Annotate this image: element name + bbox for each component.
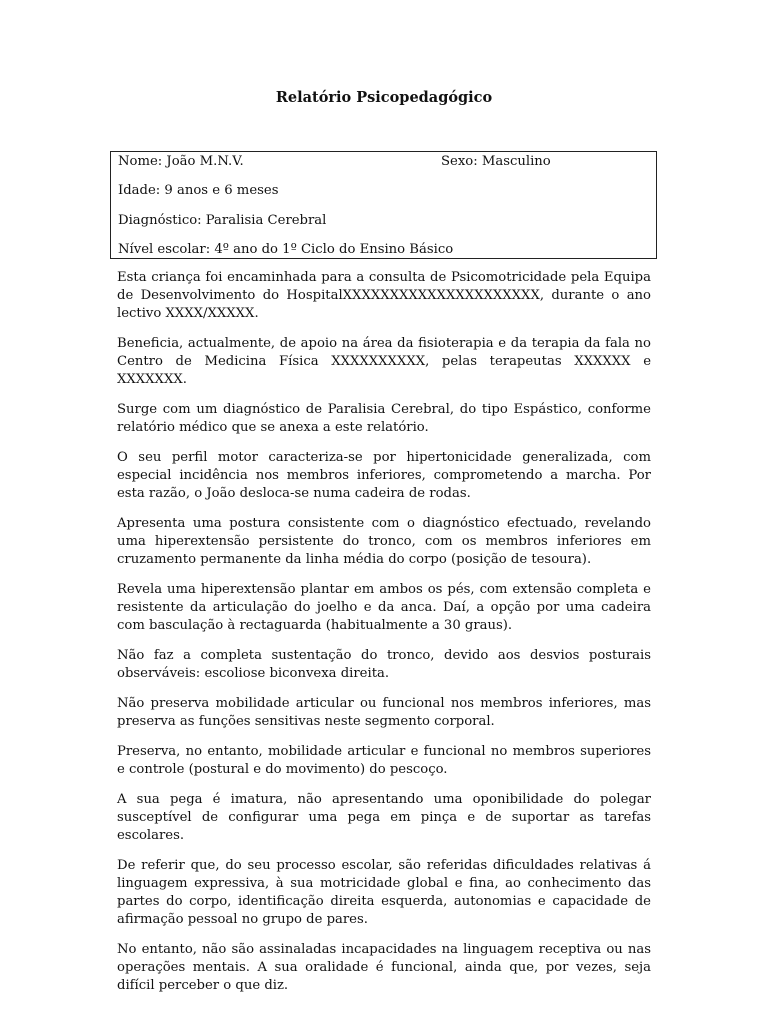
paragraph: Esta criança foi encaminhada para a consulta de Psicomotricidade pela Equipa de Desenvolvimento do HospitalXXXXXXXXXXXXXXXXXXXXX, durante o ano lectivo XXXX/XXXXX.: [117, 270, 651, 321]
patient-school-level: Nível escolar: 4º ano do 1º Ciclo do Ensino Básico: [118, 242, 454, 257]
paragraph: O seu perfil motor caracteriza-se por hipertonicidade generalizada, com especial incidência nos membros inferiores, comprometendo a marcha. Por esta razão, o João desloca-se numa cadeira de rodas.: [117, 450, 651, 501]
patient-diagnosis: Diagnóstico: Paralisia Cerebral: [118, 213, 327, 228]
document-title: Relatório Psicopedagógico: [275, 89, 493, 106]
patient-info-box: [110, 151, 657, 259]
paragraph: Não preserva mobilidade articular ou funcional nos membros inferiores, mas preserva as funções sensitivas neste segmento corporal.: [117, 696, 651, 729]
patient-sex: Sexo: Masculino: [441, 154, 551, 169]
patient-age: Idade: 9 anos e 6 meses: [118, 183, 279, 198]
patient-name: Nome: João M.N.V.: [118, 154, 244, 169]
paragraph: Surge com um diagnóstico de Paralisia Cerebral, do tipo Espástico, conforme relatório médico que se anexa a este relatório.: [117, 402, 651, 435]
paragraph: Não faz a completa sustentação do tronco, devido aos desvios posturais observáveis: escoliose biconvexa direita.: [117, 648, 651, 681]
paragraph: No entanto, não são assinaladas incapacidades na linguagem receptiva ou nas operações mentais. A sua oralidade é funcional, ainda que, por vezes, seja difícil perceber o que diz.: [117, 942, 651, 993]
report-body: [117, 269, 651, 1007]
paragraph: Preserva, no entanto, mobilidade articular e funcional no membros superiores e controle (postural e do movimento) do pescoço.: [117, 744, 651, 777]
paragraph: A sua pega é imatura, não apresentando uma oponibilidade do polegar susceptível de configurar uma pega em pinça e de suportar as tarefas escolares.: [117, 792, 651, 843]
paragraph: Apresenta uma postura consistente com o diagnóstico efectuado, revelando uma hiperextensão persistente do tronco, com os membros inferiores em cruzamento permanente da linha média do corpo (posição de tesoura).: [117, 516, 651, 567]
paragraph: Revela uma hiperextensão plantar em ambos os pés, com extensão completa e resistente da articulação do joelho e da anca. Daí, a opção por uma cadeira com basculação à rectaguarda (habitualmente a 30 graus).: [117, 582, 651, 633]
paragraph: De referir que, do seu processo escolar, são referidas dificuldades relativas á linguagem expressiva, à sua motricidade global e fina, ao conhecimento das partes do corpo, identificação direita esquerda, autonomias e capacidade de afirmação pessoal no grupo de pares.: [117, 858, 651, 927]
paragraph: Beneficia, actualmente, de apoio na área da fisioterapia e da terapia da fala no Centro de Medicina Física XXXXXXXXXX, pelas terapeutas XXXXXX e XXXXXXX.: [117, 336, 651, 387]
